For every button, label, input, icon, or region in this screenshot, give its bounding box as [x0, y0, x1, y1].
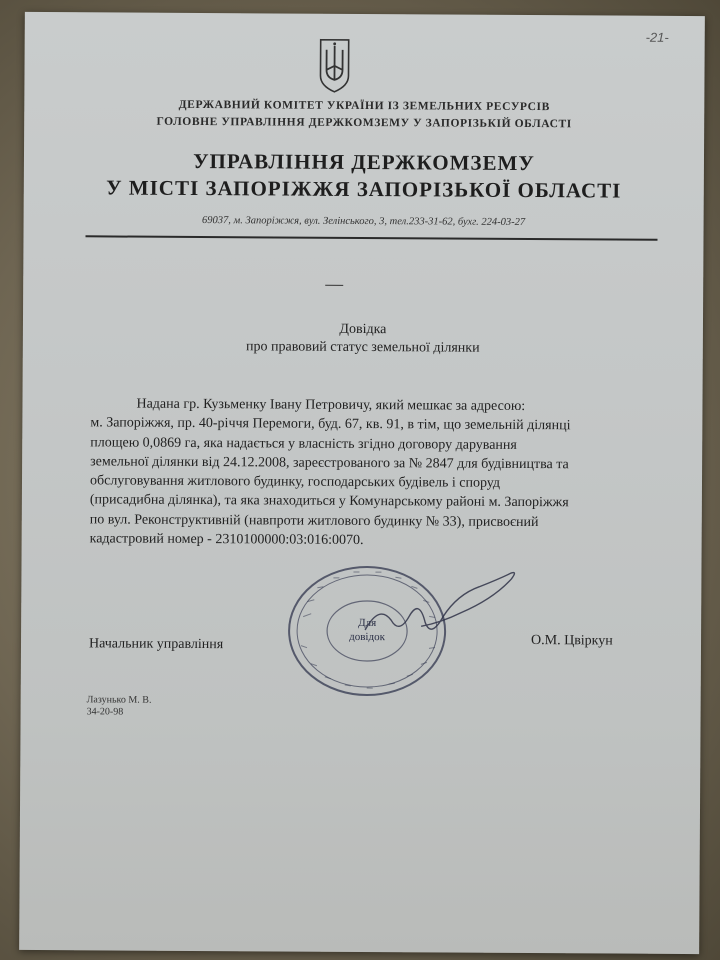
body-line: по вул. Реконструктивній (навпроти житлового будинку № 33), присвоєний [89, 512, 539, 530]
header-divider [85, 235, 657, 240]
page-number: -21- [645, 29, 669, 45]
document-page [19, 12, 705, 954]
body-line: земельної ділянки від 24.12.2008, зареєстрованого за № 2847 для будівництва та [90, 454, 569, 473]
body-line: кадастровий номер - 2310100000:03:016:0070. [89, 531, 364, 549]
handwritten-signature [361, 564, 521, 645]
stamp-center-line1: Для [358, 616, 377, 630]
document-subtitle: про правовий статус земельної ділянки [245, 339, 480, 356]
document-title: Довідка [339, 321, 387, 338]
trident-emblem-icon [314, 36, 354, 94]
org-title-line2: У МІСТІ ЗАПОРІЖЖЯ ЗАПОРІЗЬКОЇ ОБЛАСТІ [106, 175, 622, 203]
org-title-line1: УПРАВЛІННЯ ДЕРЖКОМЗЕМУ [193, 148, 535, 176]
department-line: ГОЛОВНЕ УПРАВЛІННЯ ДЕРЖКОМЗЕМУ У ЗАПОРІЗЬКІЙ ОБЛАСТІ [156, 115, 572, 131]
body-line: (присадибна ділянка), та яка знаходиться у Комунарському районі м. Запоріжжя [89, 492, 569, 511]
signatory-position: Начальник управління [88, 636, 224, 653]
body-line: м. Запоріжжя, пр. 40-річчя Перемоги, буд. 67, кв. 91, в тім, що земельній ділянці [90, 415, 571, 434]
ref-number-line [325, 285, 343, 286]
stamp-center-line2: довідок [349, 630, 385, 644]
signatory-name: О.М. Цвіркун [530, 633, 613, 649]
body-line: обслуговування житлового будинку, господарських будівель і споруд [89, 473, 501, 492]
org-address: 69037, м. Запоріжжя, вул. Зелінського, 3, тел.233-31-62, бухг. 224-03-27 [202, 215, 526, 228]
document-body [90, 394, 643, 552]
executor-name: Лазунько М. В. [86, 694, 152, 706]
body-line: Надана гр. Кузьменку Івану Петровичу, який мешкає за адресою: [136, 396, 526, 414]
ministry-line: ДЕРЖАВНИЙ КОМІТЕТ УКРАЇНИ ІЗ ЗЕМЕЛЬНИХ РЕСУРСІВ [178, 98, 550, 114]
body-line: площею 0,0869 га, яка надається у власність згідно договору дарування [90, 434, 517, 453]
executor-phone: 34-20-98 [86, 706, 124, 718]
